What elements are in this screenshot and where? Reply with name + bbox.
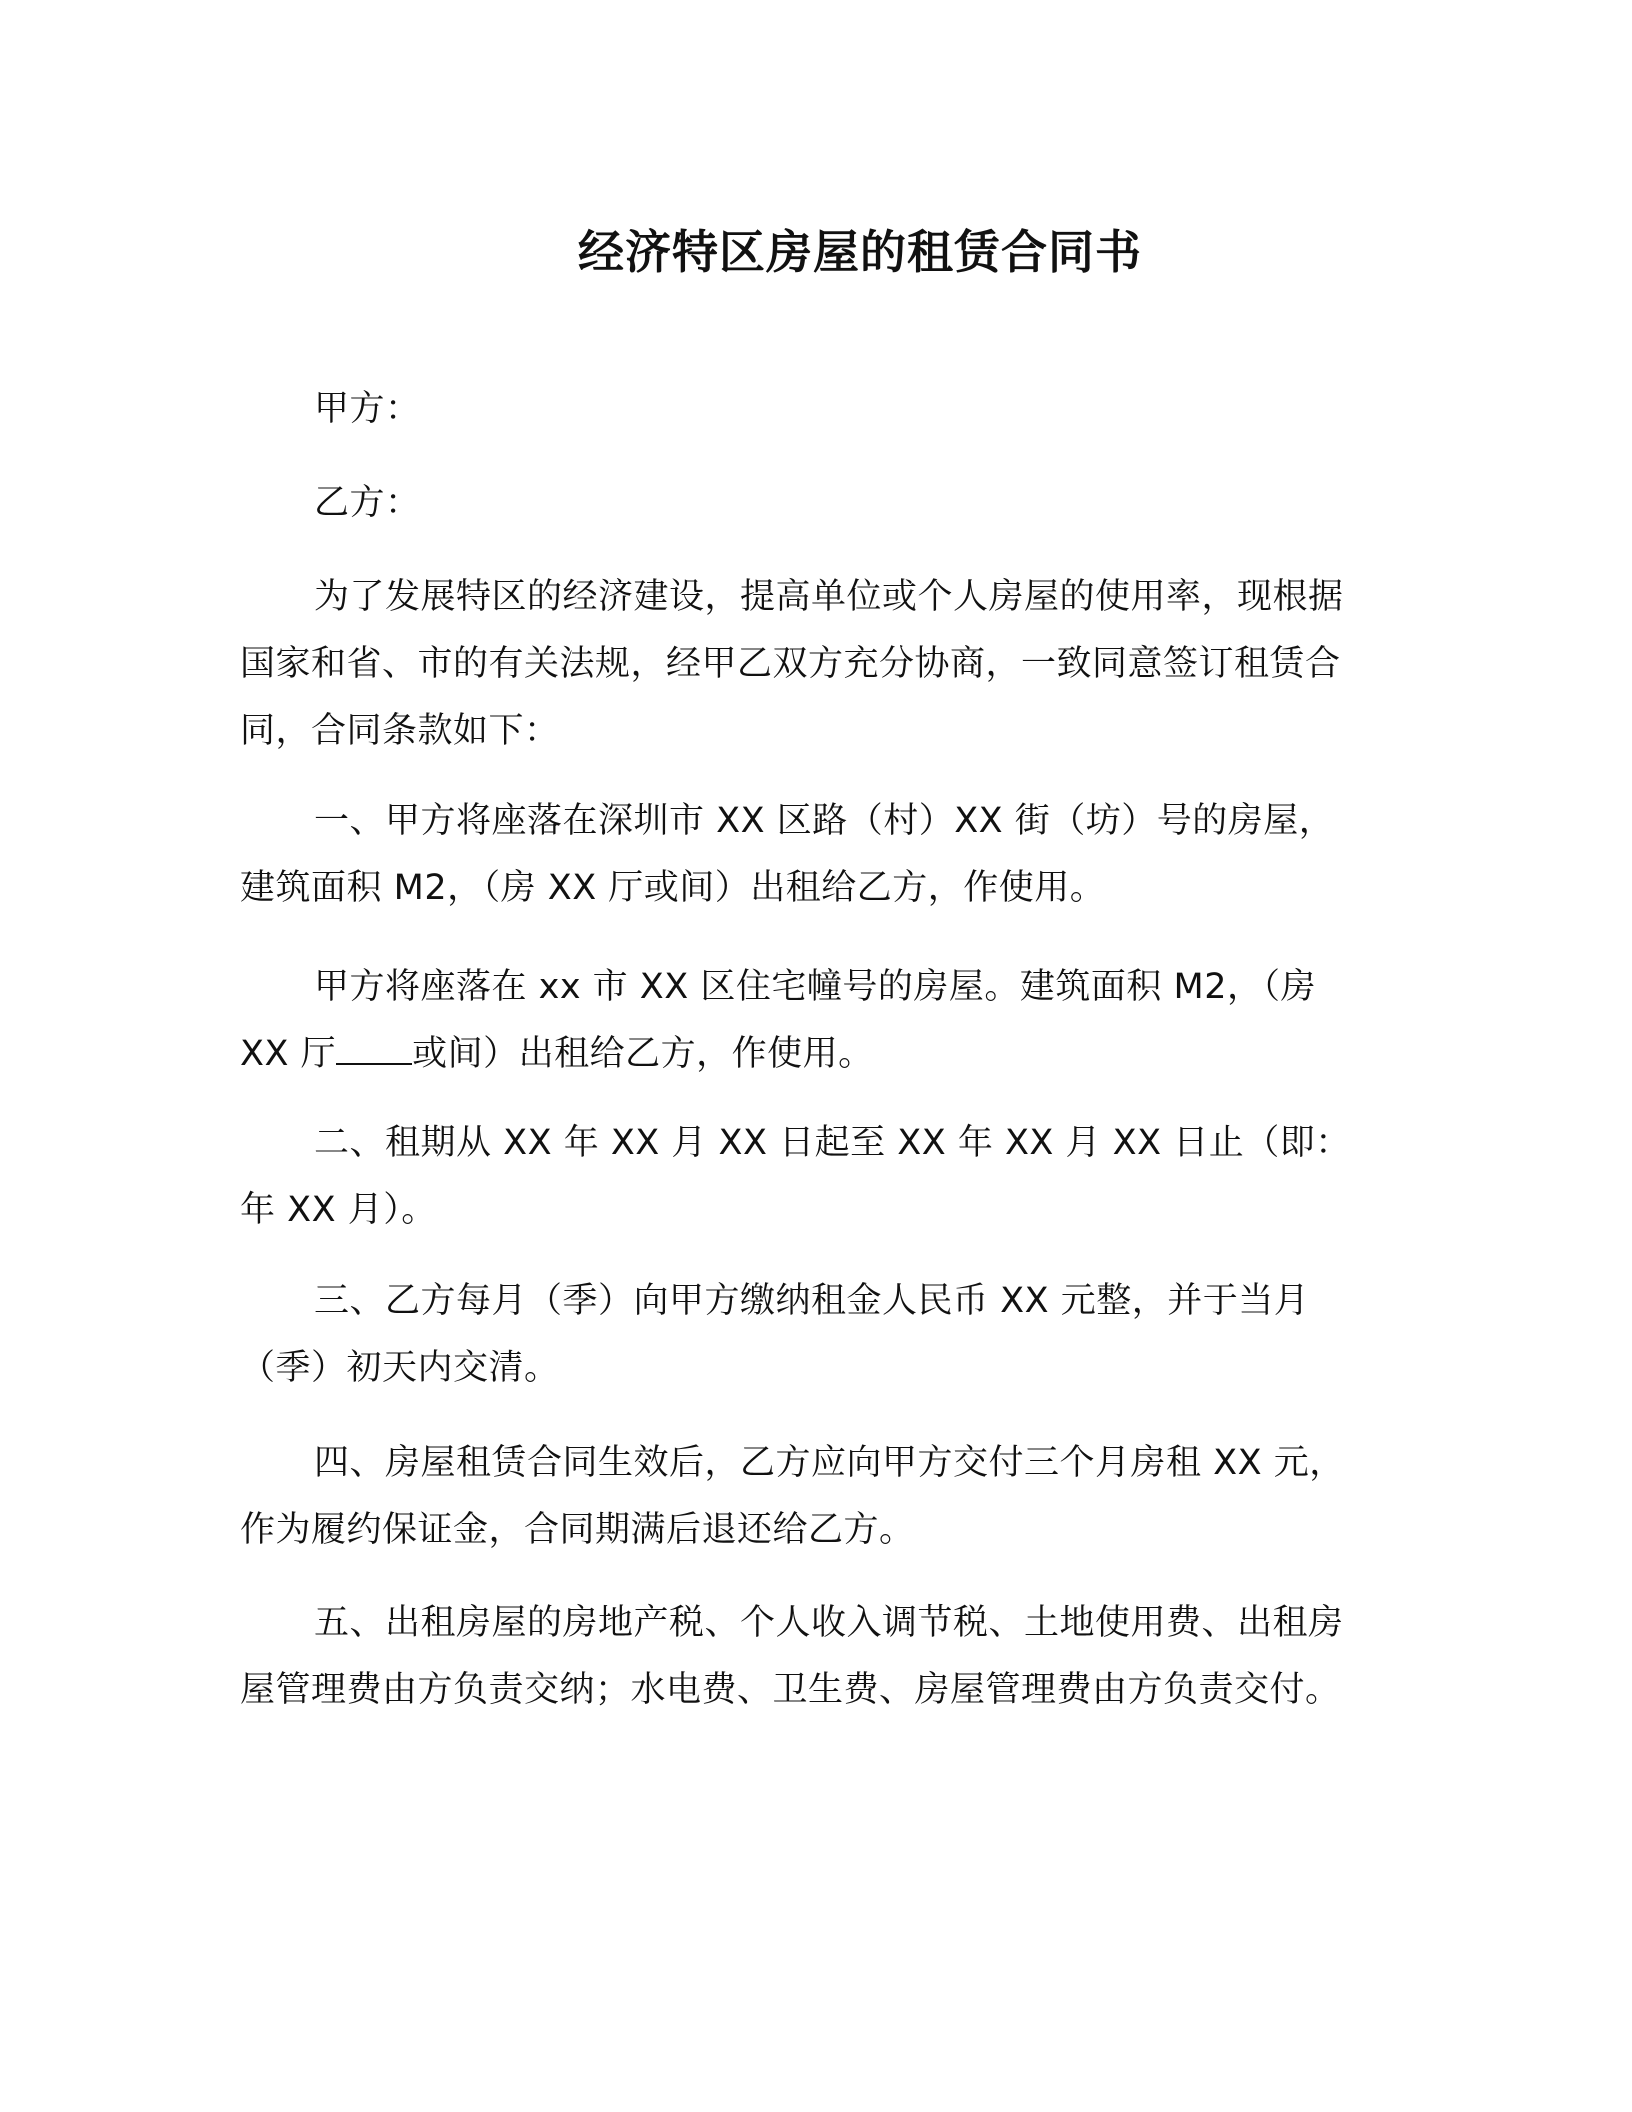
clause-1b-text-part-1: 甲方将座落在 xx 市 XX 区住宅幢号的房屋。建筑面积 M2，（房 XX 厅 — [240, 967, 1316, 1074]
clause-1-paragraph: 一、甲方将座落在深圳市 XX 区路（村）XX 街（坊）号的房屋，建筑面积 M2，（房 XX 厅或间）出租给乙方，作使用。 — [240, 801, 1335, 908]
clause-4-paragraph: 四、房屋租赁合同生效后，乙方应向甲方交付三个月房租 XX 元，作为履约保证金，合同期满后退还给乙方。 — [240, 1443, 1345, 1550]
clause-5-paragraph: 五、出租房屋的房地产税、个人收入调节税、土地使用费、出租房屋管理费由方负责交纳；水电费、卫生费、房屋管理费由方负责交付。 — [240, 1603, 1344, 1710]
fill-in-blank-line — [336, 1033, 412, 1065]
party-a-line: 甲方： — [314, 389, 421, 429]
clause-1b-text-part-2: 或间）出租给乙方，作使用。 — [412, 1034, 874, 1074]
clause-1b-paragraph — [240, 954, 1365, 1088]
party-b-line: 乙方： — [314, 483, 421, 523]
clause-3-paragraph: 三、乙方每月（季）向甲方缴纳租金人民币 XX 元整，并于当月（季）初天内交清。 — [240, 1281, 1310, 1388]
preamble-paragraph: 为了发展特区的经济建设，提高单位或个人房屋的使用率，现根据国家和省、市的有关法规，经甲乙双方充分协商，一致同意签订租赁合同，合同条款如下： — [240, 577, 1344, 751]
document-title: 经济特区房屋的租赁合同书 — [578, 225, 1142, 279]
clause-2-paragraph: 二、租期从 XX 年 XX 月 XX 日起至 XX 年 XX 月 XX 日止（即：年 XX 月）。 — [240, 1123, 1351, 1230]
